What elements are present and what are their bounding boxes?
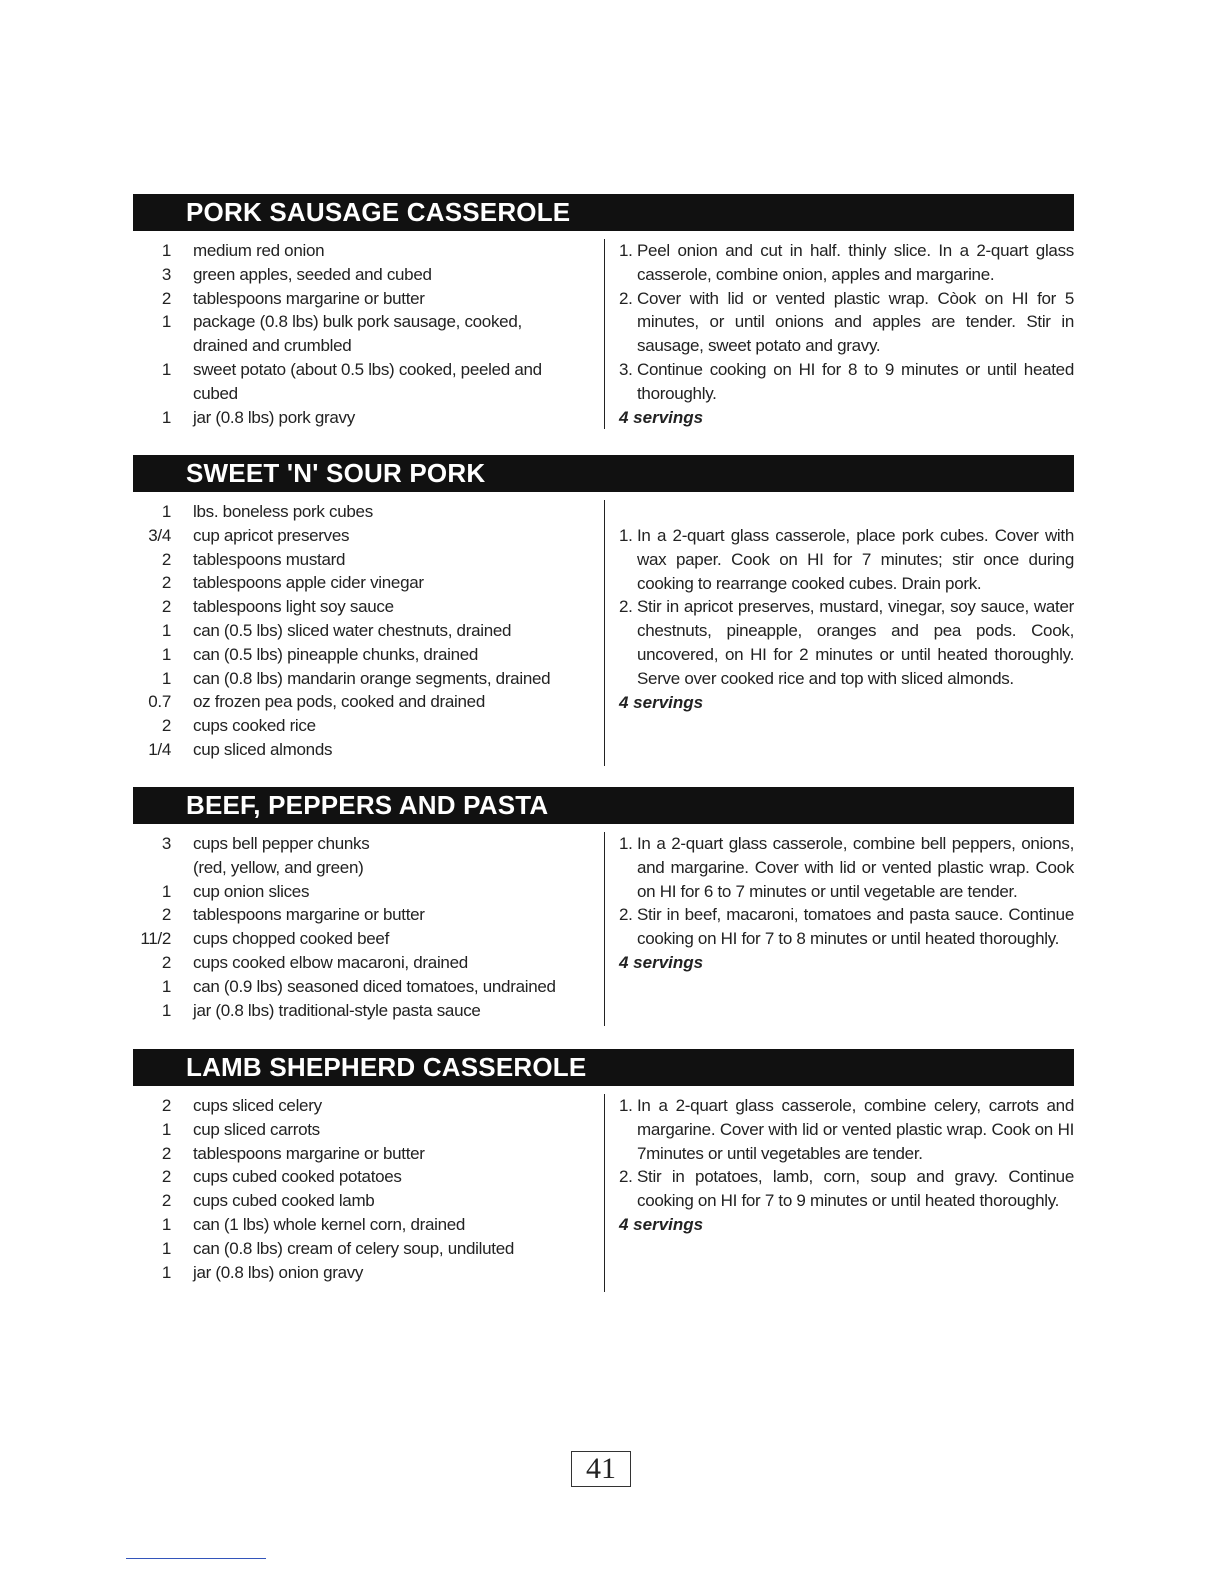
ingredient-list [133, 500, 605, 766]
step-number: 1. [619, 834, 633, 853]
servings: 4 servings [619, 1214, 704, 1234]
ingredient-item [133, 927, 604, 951]
step-text: Stir in beef, macaroni, tomatoes and pasta sauce. Continue cooking on HI for 7 to 8 minutes or until heated thoroughly. [637, 905, 1074, 949]
ingredient-text: lbs. boneless pork cubes [193, 502, 373, 521]
step-number: 1. [619, 1096, 633, 1115]
ingredient-item [133, 643, 604, 667]
ingredient-text: cups cubed cooked potatoes [193, 1167, 402, 1187]
ingredient-qty: 2 [161, 573, 171, 593]
ingredient-text: green apples, seeded and cubed [193, 264, 432, 284]
ingredient-item [133, 880, 604, 904]
step-number: 2. [619, 1167, 633, 1187]
ingredient-item [133, 571, 604, 595]
step-text: In a 2-quart glass casserole, place pork cubes. Cover with wax paper. Cook on HI for 7 minutes; stir once during cooking to rearrange cooked cubes. Drain pork. [637, 526, 1074, 593]
step-text: Stir in potatoes, lamb, corn, soup and gravy. Continue cooking on HI for 7 to 9 minutes or until heated thoroughly. [637, 1167, 1074, 1211]
ingredient-text: cups chopped cooked beef [193, 929, 390, 949]
ingredient-text: oz frozen pea pods, cooked and drained [193, 692, 485, 712]
ingredient-text: can (0.8 lbs) cream of celery soup, undiluted [193, 1238, 515, 1258]
ingredient-qty: 3/4 [148, 525, 171, 545]
ingredient-qty: 2 [161, 952, 171, 972]
recipe-title: LAMB SHEPHERD CASSEROLE [133, 1049, 1074, 1086]
ingredient-item [133, 548, 604, 572]
ingredient-list [133, 832, 605, 1026]
ingredient-text: cups sliced celery [193, 1096, 322, 1115]
ingredient-text: can (0.8 lbs) mandarin orange segments, drained [193, 668, 551, 688]
instruction-step [619, 358, 1074, 406]
ingredient-item [133, 524, 604, 548]
ingredient-text: tablespoons apple cider vinegar [193, 573, 424, 593]
ingredient-item [133, 690, 604, 714]
ingredient-text: tablespoons light soy sauce [193, 597, 394, 617]
ingredient-item [133, 500, 604, 524]
step-number: 3. [619, 359, 633, 379]
ingredient-item [133, 832, 604, 880]
instruction-step [619, 595, 1074, 690]
ingredient-text: tablespoons margarine or butter [193, 288, 425, 308]
ingredient-qty: 1 [161, 1119, 171, 1139]
ingredient-text: jar (0.8 lbs) pork gravy [193, 407, 355, 427]
ingredient-item [133, 263, 604, 287]
servings: 4 servings [619, 407, 704, 427]
ingredient-text: cup onion slices [193, 881, 310, 901]
instruction-step [619, 239, 1074, 287]
ingredient-text: sweet potato (about 0.5 lbs) cooked, peeled and cubed [193, 359, 542, 403]
recipe-title: BEEF, PEPPERS AND PASTA [133, 787, 1074, 824]
ingredient-qty: 2 [161, 288, 171, 308]
step-text: Peel onion and cut in half. thinly slice. In a 2-quart glass casserole, combine onion, apples and margarine. [637, 241, 1074, 284]
ingredient-item [133, 1165, 604, 1189]
footer-rule [126, 1558, 266, 1559]
ingredient-item [133, 999, 604, 1023]
ingredient-item [133, 714, 604, 738]
ingredient-text: can (0.5 lbs) sliced water chestnuts, drained [193, 620, 512, 640]
recipe-lamb-shepherd-casserole [133, 1049, 1074, 1282]
step-number: 1. [619, 526, 633, 545]
ingredient-text: cups cooked elbow macaroni, drained [193, 952, 468, 972]
ingredient-text: cup sliced carrots [193, 1119, 320, 1139]
ingredient-item [133, 1261, 604, 1285]
instruction-step [619, 832, 1074, 903]
ingredient-item [133, 667, 604, 691]
ingredient-item [133, 1118, 604, 1142]
ingredient-item [133, 1213, 604, 1237]
ingredient-text: package (0.8 lbs) bulk pork sausage, cooked, drained and crumbled [193, 312, 522, 356]
ingredient-item [133, 287, 604, 311]
page-number: 41 [571, 1451, 631, 1487]
step-text: In a 2-quart glass casserole, combine bell peppers, onions, and margarine. Cover with lid or vented plastic wrap. Cook on HI for 6 to 7 minutes or until vegetable are tender. [637, 834, 1074, 901]
ingredient-qty: 2 [161, 1191, 171, 1211]
recipe-pork-sausage-casserole [133, 194, 1074, 427]
ingredient-text: jar (0.8 lbs) traditional-style pasta sauce [193, 1000, 481, 1020]
ingredient-qty: 1 [161, 881, 171, 901]
ingredient-qty: 3 [161, 264, 171, 284]
ingredient-qty: 1 [161, 668, 171, 688]
ingredient-text: cups cubed cooked lamb [193, 1191, 375, 1211]
ingredient-item [133, 1142, 604, 1166]
ingredient-text: can (0.9 lbs) seasoned diced tomatoes, undrained [193, 976, 556, 996]
step-number: 2. [619, 905, 633, 925]
instruction-step [619, 1094, 1074, 1165]
ingredient-text: medium red onion [193, 241, 325, 260]
instruction-step [619, 903, 1074, 951]
ingredient-text: tablespoons margarine or butter [193, 1143, 425, 1163]
ingredient-item [133, 310, 604, 358]
ingredient-item [133, 619, 604, 643]
step-text: Continue cooking on HI for 8 to 9 minutes or until heated thoroughly. [637, 359, 1074, 403]
ingredient-qty: 1 [161, 1238, 171, 1258]
ingredient-text: can (1 lbs) whole kernel corn, drained [193, 1214, 466, 1234]
ingredient-qty: 1 [161, 502, 171, 521]
ingredient-qty: 0.7 [148, 692, 171, 712]
ingredient-item [133, 595, 604, 619]
servings: 4 servings [619, 692, 704, 712]
ingredient-list [133, 1094, 605, 1292]
ingredient-item [133, 903, 604, 927]
recipe-sweet-n-sour-pork [133, 455, 1074, 759]
ingredient-qty: 3 [161, 834, 171, 853]
ingredient-qty: 1 [161, 407, 171, 427]
step-number: 2. [619, 288, 633, 308]
ingredient-qty: 1 [161, 620, 171, 640]
ingredient-qty: 1 [161, 976, 171, 996]
step-number: 2. [619, 597, 633, 617]
ingredient-item [133, 358, 604, 406]
ingredient-qty: 1 [161, 1214, 171, 1234]
instruction-step [619, 287, 1074, 358]
ingredient-qty: 1 [161, 359, 171, 379]
recipe-title: SWEET 'N' SOUR PORK [133, 455, 1074, 492]
step-text: Cover with lid or vented plastic wrap. Còok on HI for 5 minutes, or until onions and apples are tender. Stir in sausage, sweet potato and gravy. [637, 288, 1074, 356]
ingredient-text: tablespoons mustard [193, 549, 346, 569]
ingredient-text: cup apricot preserves [193, 525, 350, 545]
ingredient-qty: 11/2 [140, 929, 171, 949]
ingredient-qty: 2 [161, 549, 171, 569]
ingredient-text: cups cooked rice [193, 716, 316, 736]
ingredient-item [133, 951, 604, 975]
ingredient-item [133, 1237, 604, 1261]
ingredient-text: tablespoons margarine or butter [193, 905, 425, 925]
ingredient-qty: 1 [161, 1262, 171, 1282]
ingredient-qty: 1 [161, 312, 171, 332]
ingredient-text: can (0.5 lbs) pineapple chunks, drained [193, 644, 479, 664]
ingredient-qty: 1 [161, 1000, 171, 1020]
step-number: 1. [619, 241, 633, 260]
ingredient-qty: 1 [161, 644, 171, 664]
step-text: Stir in apricot preserves, mustard, vinegar, soy sauce, water chestnuts, pineapple, oranges and pea pods. Cook, uncovered, on HI for 2 minutes or until heated thoroughly. Serve over cooked rice and top with sliced almonds. [637, 597, 1074, 688]
instruction-list [619, 832, 1074, 975]
recipe-title: PORK SAUSAGE CASSEROLE [133, 194, 1074, 231]
ingredient-text: jar (0.8 lbs) onion gravy [193, 1262, 364, 1282]
ingredient-qty: 2 [161, 716, 171, 736]
ingredient-item [133, 239, 604, 263]
instruction-list [619, 524, 1074, 714]
instruction-list [619, 1094, 1074, 1237]
ingredient-item [133, 738, 604, 762]
ingredient-item [133, 1189, 604, 1213]
ingredient-qty: 2 [161, 1167, 171, 1187]
ingredient-text: cup sliced almonds [193, 739, 333, 759]
recipe-beef-peppers-pasta [133, 787, 1074, 1020]
ingredient-qty: 2 [161, 1143, 171, 1163]
ingredient-list [133, 239, 605, 429]
ingredient-qty: 2 [161, 1096, 171, 1115]
ingredient-item [133, 406, 604, 430]
ingredient-qty: 2 [161, 905, 171, 925]
instruction-list [619, 239, 1074, 429]
ingredient-item [133, 1094, 604, 1118]
step-text: In a 2-quart glass casserole, combine celery, carrots and margarine. Cover with lid or vented plastic wrap. Cook on HI 7minutes or until vegetables are tender. [637, 1096, 1074, 1163]
ingredient-qty: 2 [161, 597, 171, 617]
ingredient-qty: 1/4 [148, 739, 171, 759]
ingredient-text: cups bell pepper chunks (red, yellow, and green) [193, 834, 370, 877]
instruction-step [619, 1165, 1074, 1213]
ingredient-item [133, 975, 604, 999]
ingredient-qty: 1 [161, 241, 171, 260]
servings: 4 servings [619, 952, 704, 972]
instruction-step [619, 524, 1074, 595]
